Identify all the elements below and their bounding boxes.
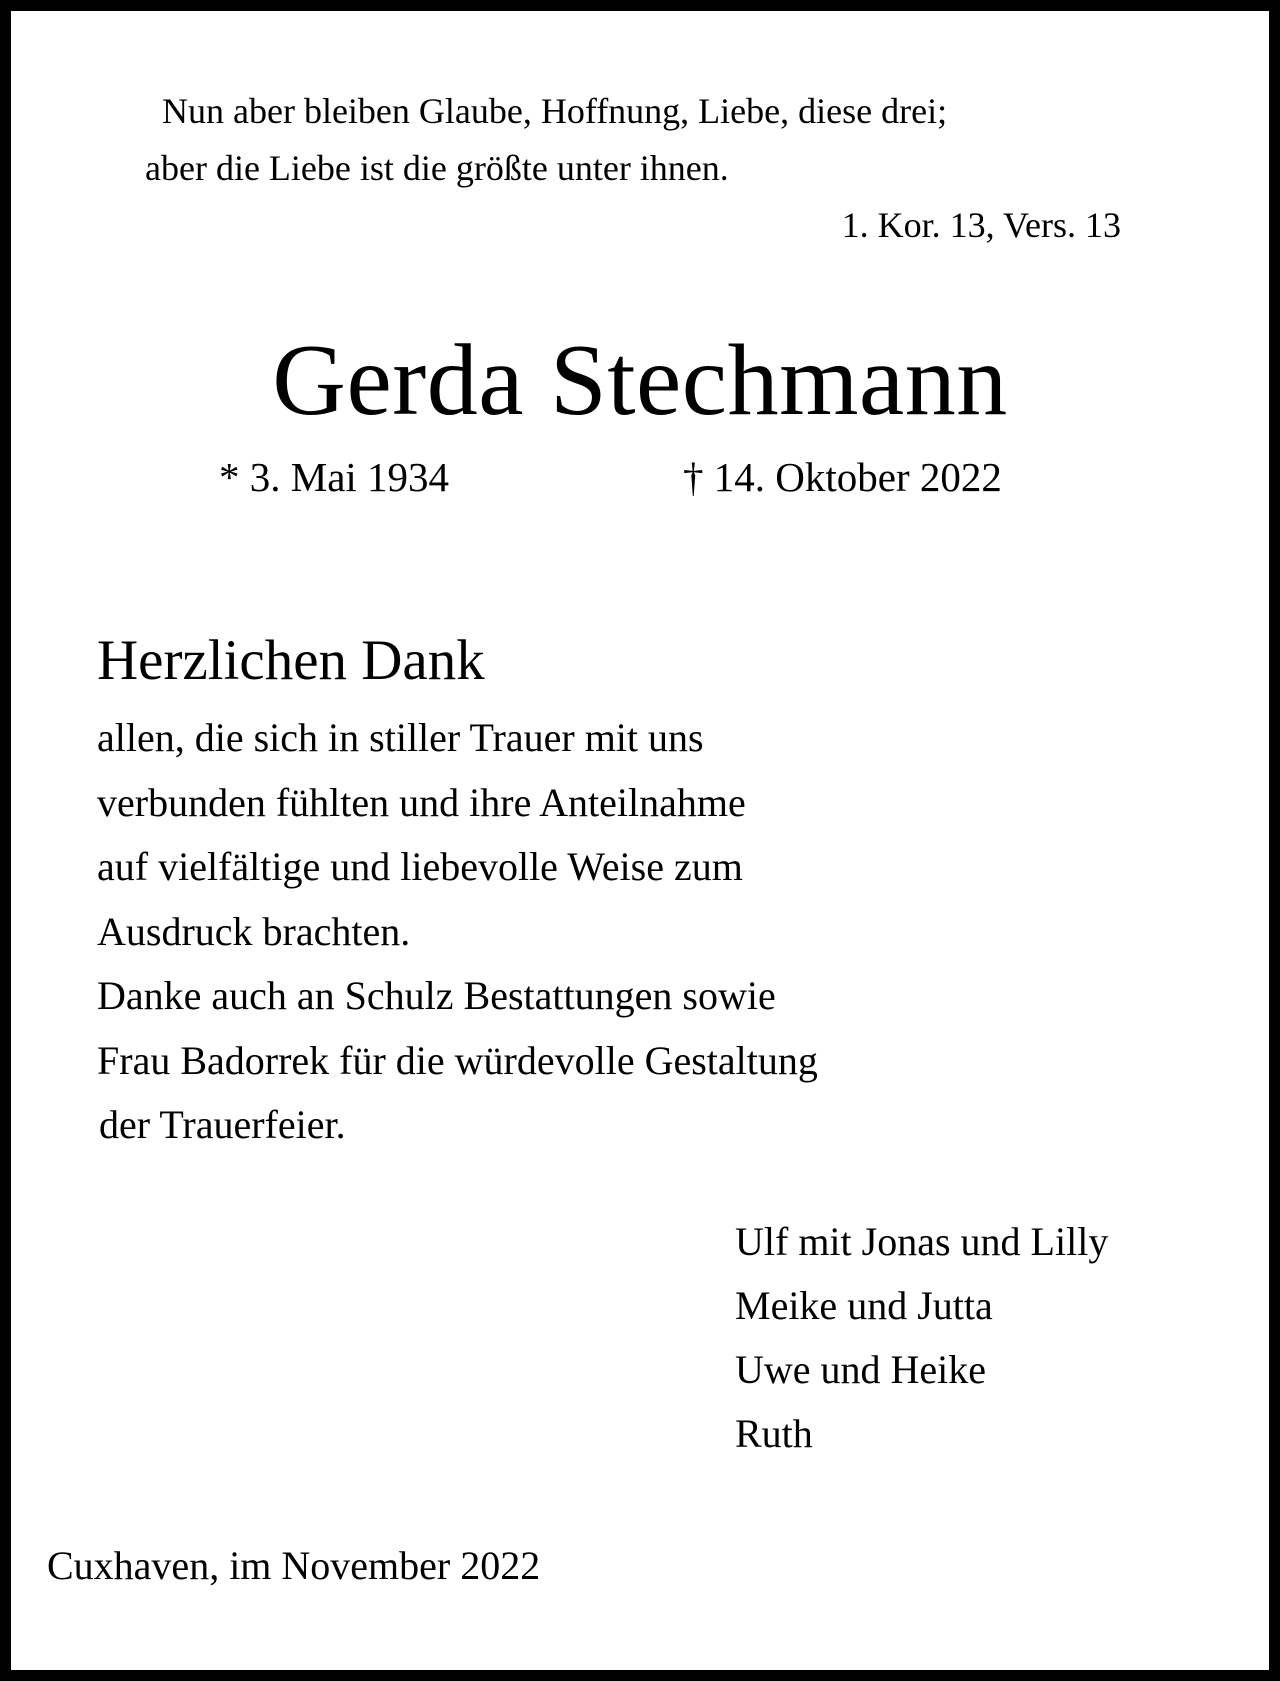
signer: Meike und Jutta [735, 1283, 993, 1328]
signer: Ulf mit Jonas und Lilly [735, 1219, 1109, 1264]
signer: Uwe und Heike [735, 1347, 987, 1392]
death-date: † 14. Oktober 2022 [683, 454, 1002, 500]
thanks-line: auf vielfältige und liebevolle Weise zum [97, 844, 743, 889]
birth-date: * 3. Mai 1934 [219, 454, 450, 500]
verse-line-1: Nun aber bleiben Glaube, Hoffnung, Liebe, diese drei; [162, 91, 948, 131]
thanks-line: Danke auch an Schulz Bestattungen sowie [97, 973, 776, 1018]
verse-line-2: aber die Liebe ist die größte unter ihnen. [145, 148, 729, 188]
thanks-line: der Trauerfeier. [99, 1102, 346, 1147]
place-and-date: Cuxhaven, im November 2022 [47, 1543, 541, 1588]
thanks-line: Ausdruck brachten. [97, 908, 411, 954]
verse-reference: 1. Kor. 13, Vers. 13 [841, 205, 1121, 245]
thanks-body [97, 715, 818, 1170]
signers-list [735, 1219, 1109, 1478]
thanks-line: allen, die sich in stiller Trauer mit uns [97, 715, 704, 760]
thanks-line: verbunden fühlten und ihre Anteilnahme [97, 779, 746, 825]
thanks-heading: Herzlichen Dank [97, 629, 485, 692]
signer: Ruth [735, 1411, 813, 1456]
deceased-name: Gerda Stechmann [272, 324, 1008, 437]
thanks-line: Frau Badorrek für die würdevolle Gestaltung [97, 1037, 818, 1083]
